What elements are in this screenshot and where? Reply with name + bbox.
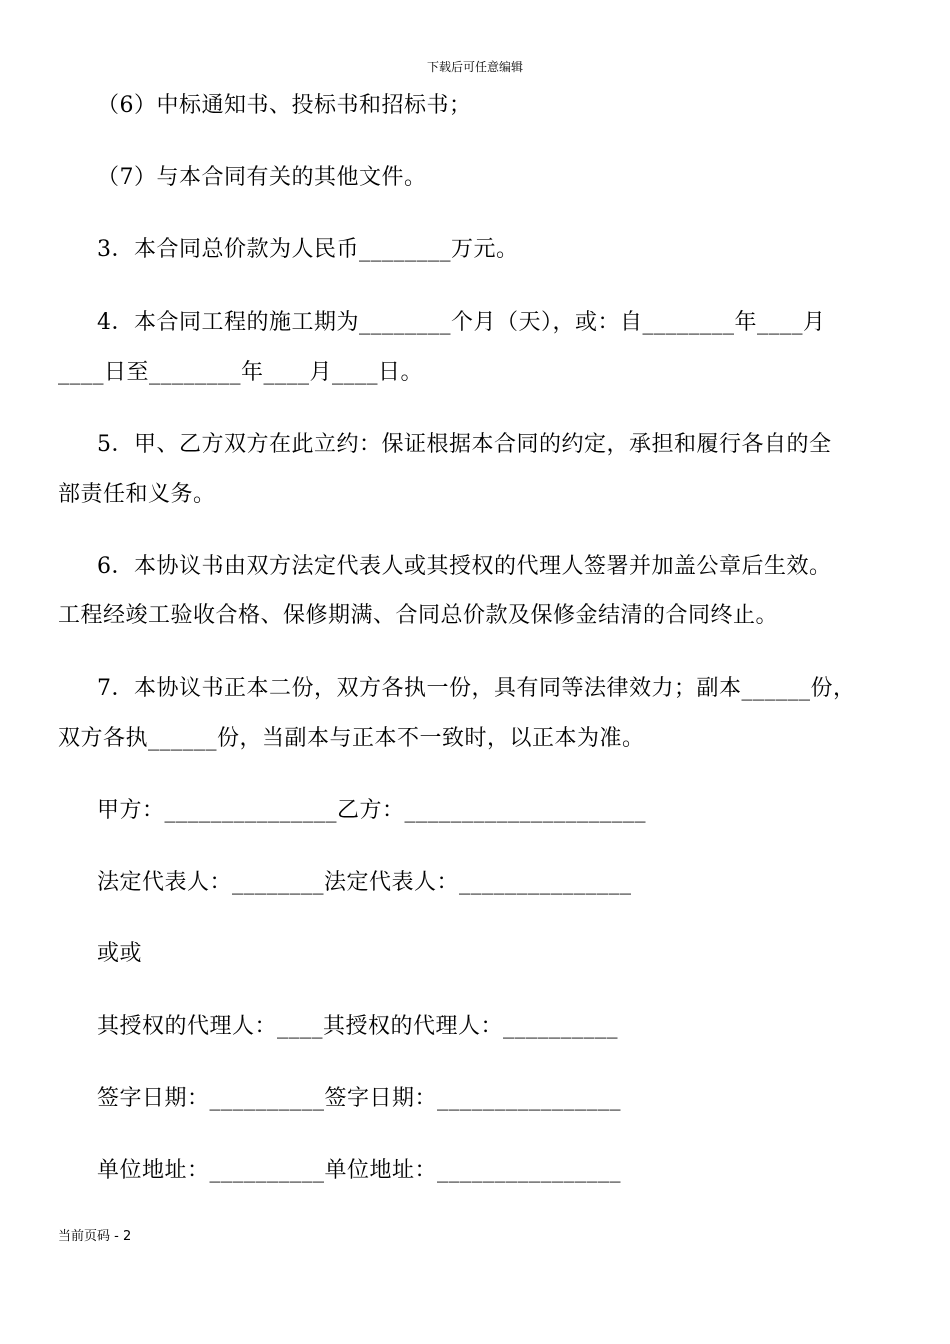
clause-4-line-1: 4．本合同工程的施工期为________个月（天），或：自________年____月 <box>97 310 826 335</box>
contract-item-7: （7）与本合同有关的其他文件。 <box>97 165 427 190</box>
clause-6-line-2: 工程经竣工验收合格、保修期满、合同总价款及保修金结清的合同终止。 <box>58 603 779 628</box>
signature-legal-representative: 法定代表人：________法定代表人：_______________ <box>97 870 632 895</box>
clause-7-line-2: 双方各执______份，当副本与正本不一致时，以正本为准。 <box>58 726 645 751</box>
clause-3-total-price: 3．本合同总价款为人民币________万元。 <box>97 237 519 262</box>
page-number-footer: 当前页码 - 2 <box>58 1229 132 1244</box>
clause-5-line-1: 5．甲、乙方双方在此立约：保证根据本合同的约定，承担和履行各自的全 <box>97 432 832 457</box>
page-header: 下载后可任意编辑 <box>426 60 523 74</box>
signature-address: 单位地址：__________单位地址：________________ <box>97 1158 622 1183</box>
clause-6-line-1: 6．本协议书由双方法定代表人或其授权的代理人签署并加盖公章后生效。 <box>97 554 832 579</box>
clause-7-line-1: 7．本协议书正本二份，双方各执一份，具有同等法律效力；副本______份， <box>97 676 856 701</box>
signature-or: 或或 <box>97 941 143 966</box>
signature-authorized-agent: 其授权的代理人：____其授权的代理人：__________ <box>97 1014 619 1039</box>
signature-parties: 甲方：_______________乙方：_____________________ <box>97 798 647 823</box>
contract-item-6: （6）中标通知书、投标书和招标书； <box>97 93 472 118</box>
signature-date: 签字日期：__________签字日期：________________ <box>97 1086 622 1111</box>
clause-5-line-2: 部责任和义务。 <box>58 482 216 507</box>
clause-4-line-2: ____日至________年____月____日。 <box>58 360 424 385</box>
